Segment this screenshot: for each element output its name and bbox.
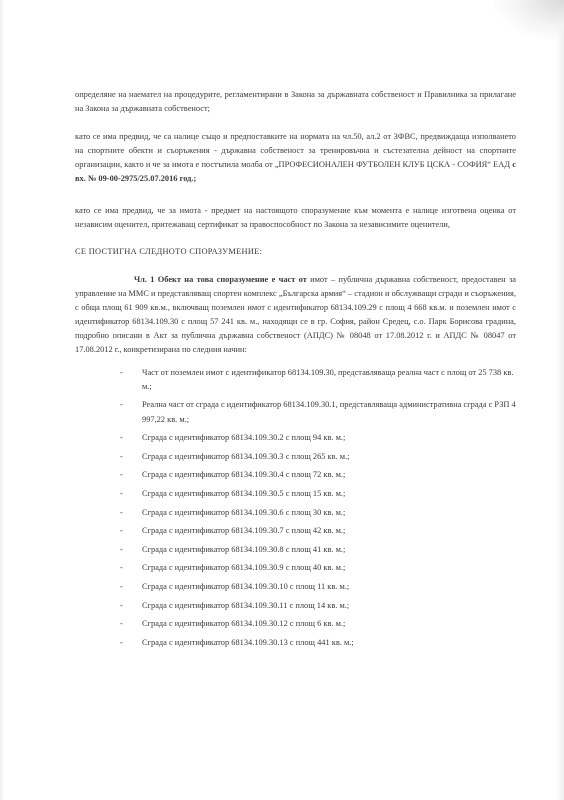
article-1-title: Чл. 1 Обект на това споразумение е част от (134, 274, 307, 284)
list-item (120, 561, 516, 575)
paragraph-zfvs-text: като се има предвид, че са налице също и предпоставките на нормата на чл.50, ал.2 от ЗФВС, предвиждаща изполването на спортните обекти и съоръжения - държавна собственост за тренировъчна и състезателна дейност на спортните организации, както и че за имота е постъпила молба от „ПРОФЕСИОНАЛЕН ФУТБОЛЕН КЛУБ ЦСКА - СОФИЯ“ ЕАД (75, 132, 516, 170)
list-item (120, 366, 516, 394)
request-reference: с вх. № 09-00-2975/25.07.2016 год.; (75, 160, 516, 184)
list-dash: - (120, 526, 123, 536)
list-item-text: Сграда с идентификатор 68134.109.30.11 с площ 14 кв. м.; (142, 600, 350, 610)
list-item (120, 468, 516, 482)
list-dash: - (120, 600, 123, 610)
list-item-text: Сграда с идентификатор 68134.109.30.12 с площ 6 кв. м.; (142, 619, 346, 629)
list-item-text: Сграда с идентификатор 68134.109.30.10 с площ 11 кв. м.; (142, 581, 350, 591)
list-item-text: Сграда с идентификатор 68134.109.30.2 с площ 94 кв. м.; (142, 433, 346, 443)
list-dash: - (120, 619, 123, 629)
list-dash: - (120, 367, 123, 377)
scan-shadow (494, 0, 564, 40)
list-dash: - (120, 563, 123, 573)
list-dash: - (120, 400, 123, 410)
list-item (120, 398, 516, 426)
paragraph-procedure: определяне на наемател на процедурите, регламентирани в Закона за държавната собственост и Правилника за прилагане на Закона за държавната собственост; (75, 90, 516, 114)
list-item-text: Сграда с идентификатор 68134.109.30.7 с площ 42 кв. м.; (142, 526, 346, 536)
list-item-text: Част от поземлен имот с идентификатор 68134.109.30, представляваща реална част с площ от 25 738 кв. м.; (142, 367, 514, 391)
list-item-text: Сграда с идентификатор 68134.109.30.4 с площ 72 кв. м.; (142, 470, 346, 480)
list-item (120, 599, 516, 613)
list-item (120, 636, 516, 650)
list-item-text: Реална част от сграда с идентификатор 68134.109.30.1, представляваща административна сграда с РЗП 4 997,22 кв. м.; (142, 400, 516, 424)
list-dash: - (120, 433, 123, 443)
list-dash: - (120, 488, 123, 498)
list-item (120, 431, 516, 445)
list-item (120, 506, 516, 520)
list-dash: - (120, 470, 123, 480)
property-list (75, 366, 516, 650)
list-item-text: Сграда с идентификатор 68134.109.30.8 с площ 41 кв. м.; (142, 544, 346, 554)
list-dash: - (120, 507, 123, 517)
list-dash: - (120, 581, 123, 591)
list-item-text: Сграда с идентификатор 68134.109.30.5 с площ 15 кв. м.; (142, 488, 346, 498)
list-item (120, 543, 516, 557)
list-item (120, 524, 516, 538)
list-item-text: Сграда с идентификатор 68134.109.30.6 с площ 30 кв. м.; (142, 507, 346, 517)
list-item (120, 580, 516, 594)
list-dash: - (120, 544, 123, 554)
paragraph-valuation: като се има предвид, че за имота - предмет на настоящото споразумение към момента е налице изготвена оценка от независим оценител, притежаващ сертификат за правоспособност по Закона за независимите оценители, (75, 205, 516, 229)
article-1 (75, 273, 516, 358)
list-dash: - (120, 451, 123, 461)
list-item-text: Сграда с идентификатор 68134.109.30.9 с площ 40 кв. м.; (142, 563, 346, 573)
list-item-text: Сграда с идентификатор 68134.109.30.3 с площ 265 кв. м.; (142, 451, 350, 461)
article-1-text: имот – публична държавна собственост, предоставен за управление на ММС и представляващ спортен комплекс „Българска армия“ – стадион и обслужващи сгради и съоръжения, с обща площ 61 909 кв.м., включващ поземлен имот с идентификатор 68134.109.29 с площ 4 668 кв.м. и поземлен имот с идентификатор 68134.109.30 с площ 57 241 кв. м., находящи се в гр. София, район Средец, с.о. Парк Борисова градина, подробно описани в Акт за публична държавна собственост (АПДС) № 08048 от 17.08.2012 г. и АПДС № 08047 от 17.08.2012 г., конкретизирана по следния начин: (75, 274, 516, 355)
list-item (120, 487, 516, 501)
list-item-text: Сграда с идентификатор 68134.109.30.13 с площ 441 кв. м.; (142, 637, 354, 647)
paragraph-zfvs (75, 130, 516, 186)
agreement-heading: СЕ ПОСТИГНА СЛЕДНОТО СПОРАЗУМЕНИЕ: (75, 246, 263, 256)
list-dash: - (120, 637, 123, 647)
list-item (120, 450, 516, 464)
list-item (120, 617, 516, 631)
